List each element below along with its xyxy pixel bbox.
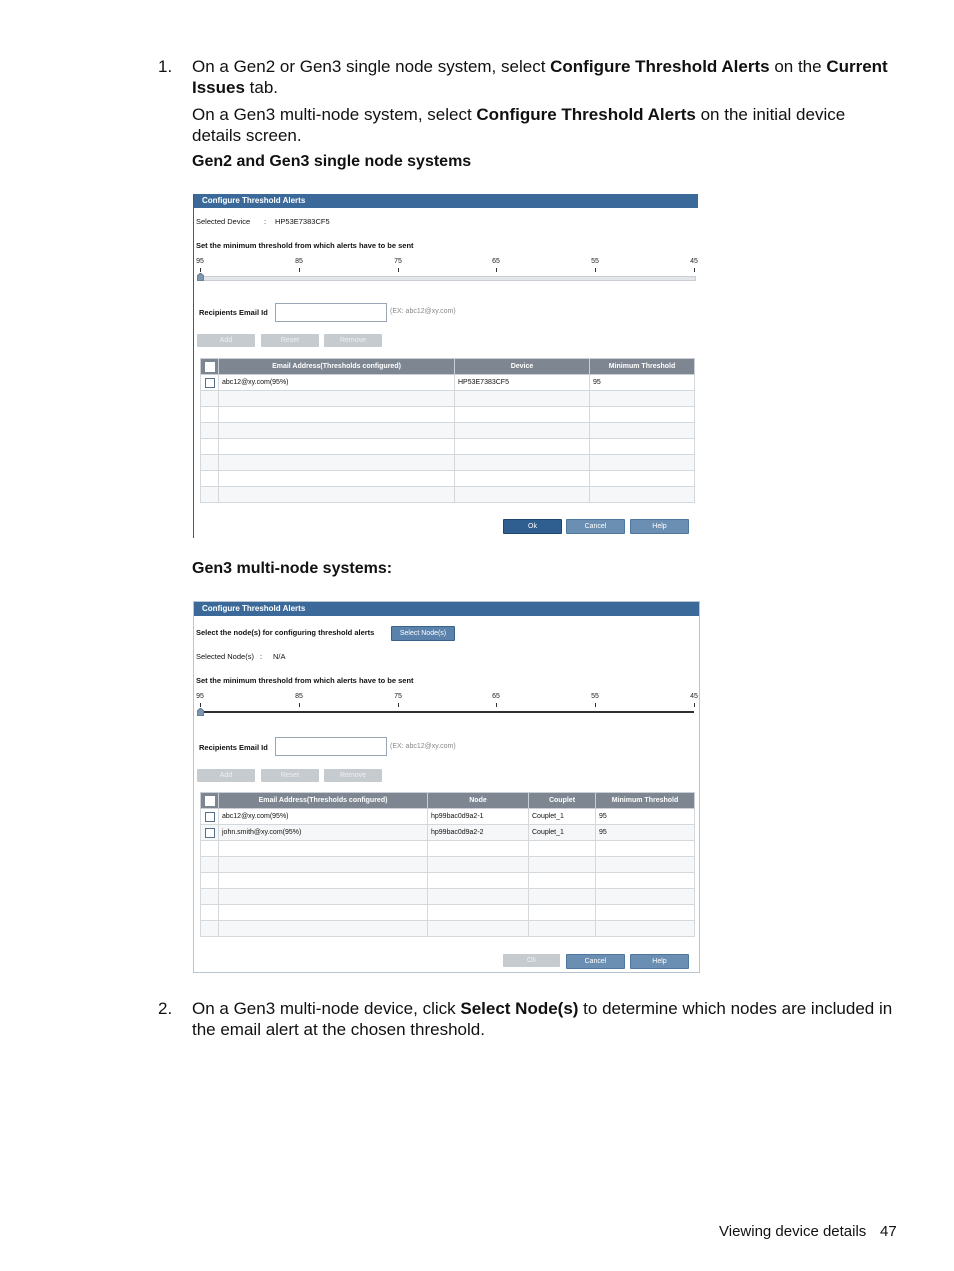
select-all-checkbox-cell[interactable] [201, 359, 219, 375]
cell-email: abc12@xy.com(95%) [219, 809, 428, 825]
step-2-text [192, 998, 897, 1040]
table-row-empty [201, 471, 695, 487]
help-button[interactable]: Help [630, 954, 689, 969]
ok-button[interactable]: Ok [503, 519, 562, 534]
tick-label: 65 [492, 258, 500, 265]
heading-single-node: Gen2 and Gen3 single node systems [192, 153, 472, 170]
step-1-number: 1. [158, 57, 173, 76]
cell-threshold: 95 [590, 375, 695, 391]
row-checkbox[interactable] [205, 812, 215, 822]
column-header-email: Email Address(Thresholds configured) [219, 793, 428, 809]
cancel-button[interactable]: Cancel [566, 519, 625, 534]
step-1-text-e: tab. [244, 78, 279, 97]
row-checkbox[interactable] [205, 378, 215, 388]
table-header [201, 359, 695, 375]
threshold-panel-single [193, 194, 698, 538]
cell-couplet: Couplet_1 [529, 825, 596, 841]
panel-title: Configure Threshold Alerts [194, 194, 698, 208]
selected-nodes-sep: : [260, 652, 263, 661]
email-input[interactable] [275, 303, 387, 322]
selected-nodes-label: Selected Node(s) [196, 652, 254, 661]
select-all-checkbox[interactable] [205, 362, 215, 372]
email-label: Recipients Email Id [199, 743, 268, 752]
column-header-threshold: Minimum Threshold [596, 793, 695, 809]
add-button[interactable]: Add [197, 334, 255, 347]
selected-device-sep: : [264, 217, 267, 226]
column-header-device: Device [455, 359, 590, 375]
slider-thumb-icon[interactable] [197, 273, 204, 281]
step-1-text-2c: on the initial device details screen. [192, 105, 846, 145]
column-header-couplet: Couplet [529, 793, 596, 809]
reset-button[interactable]: Reset [261, 769, 319, 782]
tick-label: 55 [591, 693, 599, 700]
step-1-text-2 [192, 104, 892, 146]
table-row-empty [201, 857, 695, 873]
cancel-button[interactable]: Cancel [566, 954, 625, 969]
tick-label: 85 [295, 693, 303, 700]
threshold-panel-multi [193, 601, 700, 973]
select-nodes-button[interactable]: Select Node(s) [391, 626, 455, 641]
step-1-text-a: On a Gen2 or Gen3 single node system, select [192, 57, 551, 76]
table-row[interactable] [201, 825, 695, 841]
table-row-empty [201, 841, 695, 857]
table-row-empty [201, 455, 695, 471]
tick-label: 85 [295, 258, 303, 265]
table-row-empty [201, 423, 695, 439]
step-2-text-c: to determine which nodes are included in the email alert at the chosen threshold. [192, 999, 893, 1039]
alerts-table [200, 792, 695, 937]
page-number: 47 [880, 1223, 897, 1240]
panel-title: Configure Threshold Alerts [194, 602, 699, 616]
help-button[interactable]: Help [630, 519, 689, 534]
cell-node: hp99bac0d9a2-2 [428, 825, 529, 841]
step-1-text-d: Current Issues [192, 57, 888, 97]
table-row[interactable] [201, 375, 695, 391]
remove-button[interactable]: Remove [324, 334, 382, 347]
cell-email: john.smith@xy.com(95%) [219, 825, 428, 841]
column-header-threshold: Minimum Threshold [590, 359, 695, 375]
table-row-empty [201, 407, 695, 423]
table-row-empty [201, 889, 695, 905]
heading-multi-node: Gen3 multi-node systems: [192, 560, 393, 577]
cell-couplet: Couplet_1 [529, 809, 596, 825]
tick-label: 45 [690, 693, 698, 700]
select-nodes-label: Select the node(s) for configuring threshold alerts [196, 628, 375, 637]
cell-node: hp99bac0d9a2-1 [428, 809, 529, 825]
step-1-text [192, 56, 892, 98]
table-row-empty [201, 921, 695, 937]
remove-button[interactable]: Remove [324, 769, 382, 782]
table-row-empty [201, 391, 695, 407]
selected-nodes-value: N/A [273, 652, 286, 661]
step-1-text-b: Configure Threshold Alerts [550, 57, 770, 76]
table-row[interactable] [201, 809, 695, 825]
tick-label: 55 [591, 258, 599, 265]
selected-device-value: HP53E7383CF5 [275, 217, 330, 226]
table-row-empty [201, 439, 695, 455]
step-1-text-c: on the [769, 57, 827, 76]
tick-label: 45 [690, 258, 698, 265]
alerts-table [200, 358, 695, 503]
step-2-number: 2. [158, 999, 173, 1018]
threshold-label: Set the minimum threshold from which alerts have to be sent [196, 241, 414, 250]
tick-label: 95 [196, 258, 204, 265]
add-button[interactable]: Add [197, 769, 255, 782]
email-label: Recipients Email Id [199, 308, 268, 317]
tick-label: 75 [394, 693, 402, 700]
cell-threshold: 95 [596, 809, 695, 825]
step-1-text-2a: On a Gen3 multi-node system, select [192, 105, 477, 124]
slider-thumb-icon[interactable] [197, 708, 204, 716]
step-2-text-a: On a Gen3 multi-node device, click [192, 999, 461, 1018]
select-all-checkbox[interactable] [205, 796, 215, 806]
email-input[interactable] [275, 737, 387, 756]
table-row-empty [201, 873, 695, 889]
row-checkbox[interactable] [205, 828, 215, 838]
cell-device: HP53E7383CF5 [455, 375, 590, 391]
tick-label: 65 [492, 693, 500, 700]
email-hint: (EX: abc12@xy.com) [390, 308, 456, 315]
table-row-empty [201, 487, 695, 503]
table-row-empty [201, 905, 695, 921]
tick-label: 95 [196, 693, 204, 700]
footer-section: Viewing device details [719, 1223, 867, 1240]
step-2-text-b: Select Node(s) [460, 999, 579, 1018]
table-header [201, 793, 695, 809]
threshold-label: Set the minimum threshold from which alerts have to be sent [196, 676, 414, 685]
tick-label: 75 [394, 258, 402, 265]
threshold-slider-track[interactable] [198, 276, 696, 281]
threshold-slider-track[interactable] [198, 711, 694, 713]
reset-button[interactable]: Reset [261, 334, 319, 347]
ok-button[interactable]: Ok [503, 954, 560, 967]
cell-threshold: 95 [596, 825, 695, 841]
selected-device-label: Selected Device [196, 217, 251, 226]
email-hint: (EX: abc12@xy.com) [390, 743, 456, 750]
step-1-text-2b: Configure Threshold Alerts [476, 105, 696, 124]
column-header-email: Email Address(Thresholds configured) [219, 359, 455, 375]
cell-email: abc12@xy.com(95%) [219, 375, 455, 391]
column-header-node: Node [428, 793, 529, 809]
select-all-checkbox-cell[interactable] [201, 793, 219, 809]
